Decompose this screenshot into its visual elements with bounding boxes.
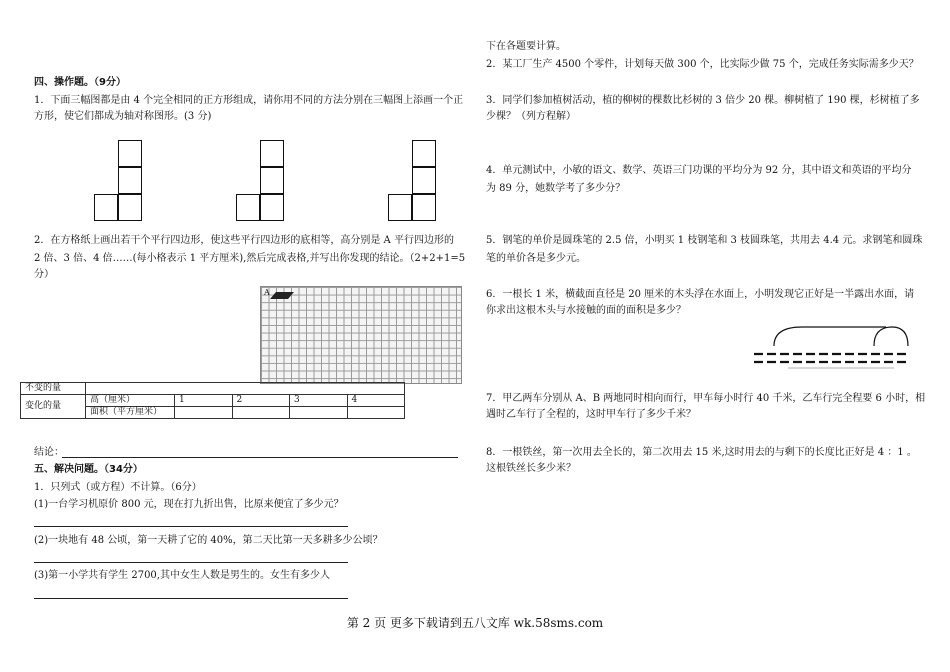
q2-text-line3: 分）: [34, 269, 54, 280]
result-table: [20, 382, 405, 419]
col-3: 3: [290, 395, 348, 407]
q7-line2: 遇时乙车行了全程的，这时甲车行了多少千米？: [486, 409, 696, 420]
area-cell-1[interactable]: [175, 407, 233, 419]
q1-text-line2: 方形，使它们都成为轴对称图形。(3 分): [34, 111, 212, 122]
area-cell-2[interactable]: [232, 407, 290, 419]
parallelogram-a: [270, 292, 294, 299]
q6-line2: 你求出这根木头与水接触的面的面积是多少？: [486, 305, 686, 316]
q3-line2: 少棵？（列方程解）: [486, 111, 576, 122]
col-2: 2: [232, 395, 290, 407]
p1-title: 1．只列式（或方程）不计算。（6分）: [34, 482, 202, 493]
q8-line2: 这根铁丝长多少米？: [486, 463, 576, 474]
floating-log-illustration: [752, 324, 912, 370]
area-label: 面积（平方厘米）: [86, 407, 175, 419]
unchanged-value-cell[interactable]: [86, 383, 405, 395]
grid-paper: [260, 286, 462, 384]
q2-right: 2．某工厂生产 4500 个零件，计划每天做 300 个，比实际少做 75 个，完成任务实际需多少天？: [486, 59, 919, 70]
q2-text-line2: 2 倍、3 倍、4 倍……(每小格表示 1 平方厘米),然后完成表格,并写出你发现的结论。（2+2+1=5: [34, 253, 466, 264]
col-1: 1: [175, 395, 233, 407]
page-footer: 第 2 页 更多下载请到五八文库 wk.58sms.com: [346, 616, 604, 630]
height-label: 高（厘米）: [86, 395, 175, 407]
q4-line1: 4．单元测试中，小敏的语文、数学、英语三门功课的平均分为 92 分，其中语文和英语的平均分: [486, 165, 912, 176]
section5-title: 五、解决问题。（34分）: [34, 464, 143, 475]
col-4: 4: [347, 395, 405, 407]
area-cell-3[interactable]: [290, 407, 348, 419]
q5-line1: 5．钢笔的单价是圆珠笔的 2.5 倍，小明买 1 枝钢笔和 3 枝圆珠笔，共用去 4.4 元。求钢笔和圆珠: [486, 235, 923, 246]
q3-line1: 3．同学们参加植树活动，植的柳树的棵数比杉树的 3 倍少 20 棵。柳树植了 190 棵，杉树植了多: [486, 95, 920, 106]
answer-line-a[interactable]: [34, 526, 348, 527]
answer-line-c[interactable]: [34, 598, 348, 599]
row-changed-label: 变化的量: [21, 395, 86, 419]
p1-question-c: (3)第一小学共有学生 2700,其中女生人数是男生的。女生有多少人: [34, 570, 330, 581]
q8-line1: 8．一根铁丝，第一次用去全长的，第二次用去 15 米,这时用去的与剩下的长度比正好是 4 ：1 。: [486, 447, 917, 458]
row-unchanged-label: 不变的量: [21, 383, 86, 395]
p1-question-b: (2)一块地有 48 公顷，第一天耕了它的 40%，第二天比第一天多耕多少公顷？: [34, 535, 383, 546]
q5-line2: 笔的单价各是多少元。: [486, 253, 586, 264]
q6-line1: 6．一根长 1 米，横截面直径是 20 厘米的木头浮在水面上，小明发现它正好是一半露出水面，请: [486, 289, 915, 300]
conclusion-label: 结论：: [34, 447, 64, 458]
grid-label-a: A: [264, 288, 270, 297]
answer-line-b[interactable]: [34, 562, 348, 563]
q2-text-line1: 2．在方格纸上画出若干个平行四边形，使这些平行四边形的底相等，高分别是 A 平行四边形的: [34, 235, 454, 246]
q7-line1: 7．甲乙两车分别从 A、B 两地同时相向而行，甲车每小时行 40 千米，乙车行完全程要 6 小时，相: [486, 393, 926, 404]
right-top-text: 下在各题要计算。: [486, 41, 566, 52]
section4-title: 四、操作题。（9分）: [34, 77, 126, 88]
q4-line2: 为 89 分，她数学考了多少分？: [486, 183, 626, 194]
area-cell-4[interactable]: [347, 407, 405, 419]
conclusion-answer-line[interactable]: [62, 457, 458, 458]
q1-text-line1: 1．下面三幅图都是由 4 个完全相同的正方形组成，请你用不同的方法分别在三幅图上添画一个正: [34, 95, 464, 106]
p1-question-a: (1)一台学习机原价 800 元，现在打九折出售，比原来便宜了多少元？: [34, 499, 344, 510]
